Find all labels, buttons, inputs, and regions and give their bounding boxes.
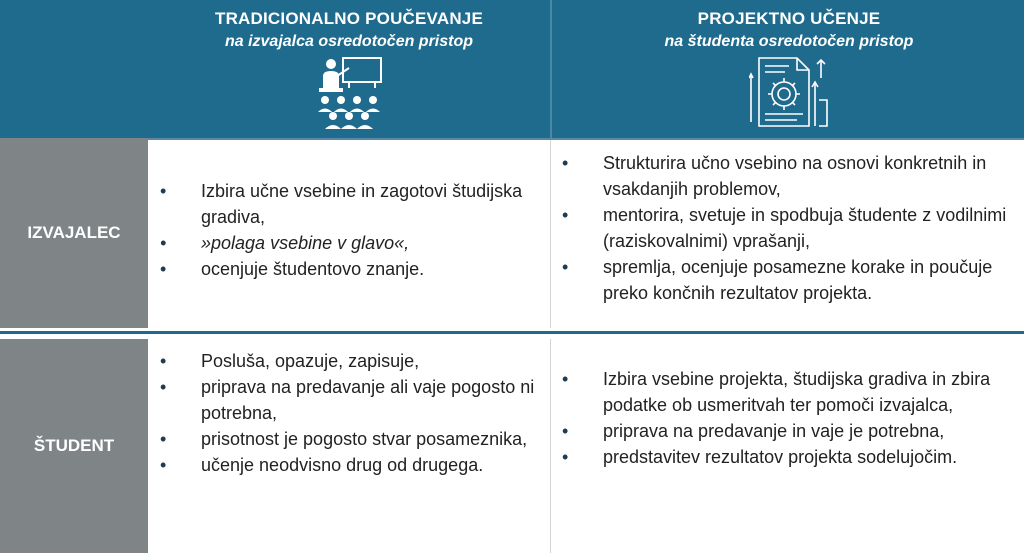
row-separator <box>0 328 1024 339</box>
header-project-subtitle: na študenta osredotočen pristop <box>664 33 914 50</box>
row-label-text: ŠTUDENT <box>33 436 115 455</box>
row-label-izvajalec <box>0 138 148 328</box>
cell-student-project <box>562 366 1017 470</box>
table-header <box>0 0 1024 138</box>
header-traditional-subtitle: na izvajalca osredotočen pristop <box>224 33 474 50</box>
cell-izvajalec-traditional <box>160 178 540 282</box>
list-item: • mentorira, svetuje in spodbuja študente z vodilnimi (raziskovalnimi) vprašanji, <box>562 202 1017 254</box>
cell-izvajalec-project <box>562 150 1017 306</box>
list-item: • Izbira učne vsebine in zagotovi študijska gradiva, <box>160 178 540 230</box>
list-item: • Posluša, opazuje, zapisuje, <box>160 348 540 374</box>
row-label-student <box>0 339 148 553</box>
list-item: • učenje neodvisno drug od drugega. <box>160 452 540 478</box>
header-project <box>554 0 1024 138</box>
header-divider <box>550 0 552 138</box>
list-item: • prisotnost je pogosto stvar posameznika, <box>160 426 540 452</box>
column-divider <box>550 140 551 328</box>
list-item: • ocenjuje študentovo znanje. <box>160 256 540 282</box>
list-item: • »polaga vsebine v glavo«, <box>160 230 540 256</box>
row-label-text: IZVAJALEC <box>27 223 121 242</box>
header-traditional-title: TRADICIONALNO POUČEVANJE <box>214 9 483 28</box>
list-item: • Strukturira učno vsebino na osnovi konkretnih in vsakdanjih problemov, <box>562 150 1017 202</box>
list-item: • priprava na predavanje ali vaje pogosto ni potrebna, <box>160 374 540 426</box>
header-project-title: PROJEKTNO UČENJE <box>697 9 881 28</box>
list-item: • priprava na predavanje in vaje je potrebna, <box>562 418 1017 444</box>
header-traditional <box>148 0 550 138</box>
cell-student-traditional <box>160 348 540 478</box>
list-item: • Izbira vsebine projekta, študijska gradiva in zbira podatke ob usmeritvah ter pomoči izvajalca, <box>562 366 1017 418</box>
list-item: • predstavitev rezultatov projekta sodelujočim. <box>562 444 1017 470</box>
row-top-border <box>148 138 1024 140</box>
presentation-icon <box>313 54 385 135</box>
list-item: • spremlja, ocenjuje posamezne korake in poučuje preko končnih rezultatov projekta. <box>562 254 1017 306</box>
column-divider <box>550 339 551 553</box>
project-document-gear-icon <box>749 54 829 135</box>
